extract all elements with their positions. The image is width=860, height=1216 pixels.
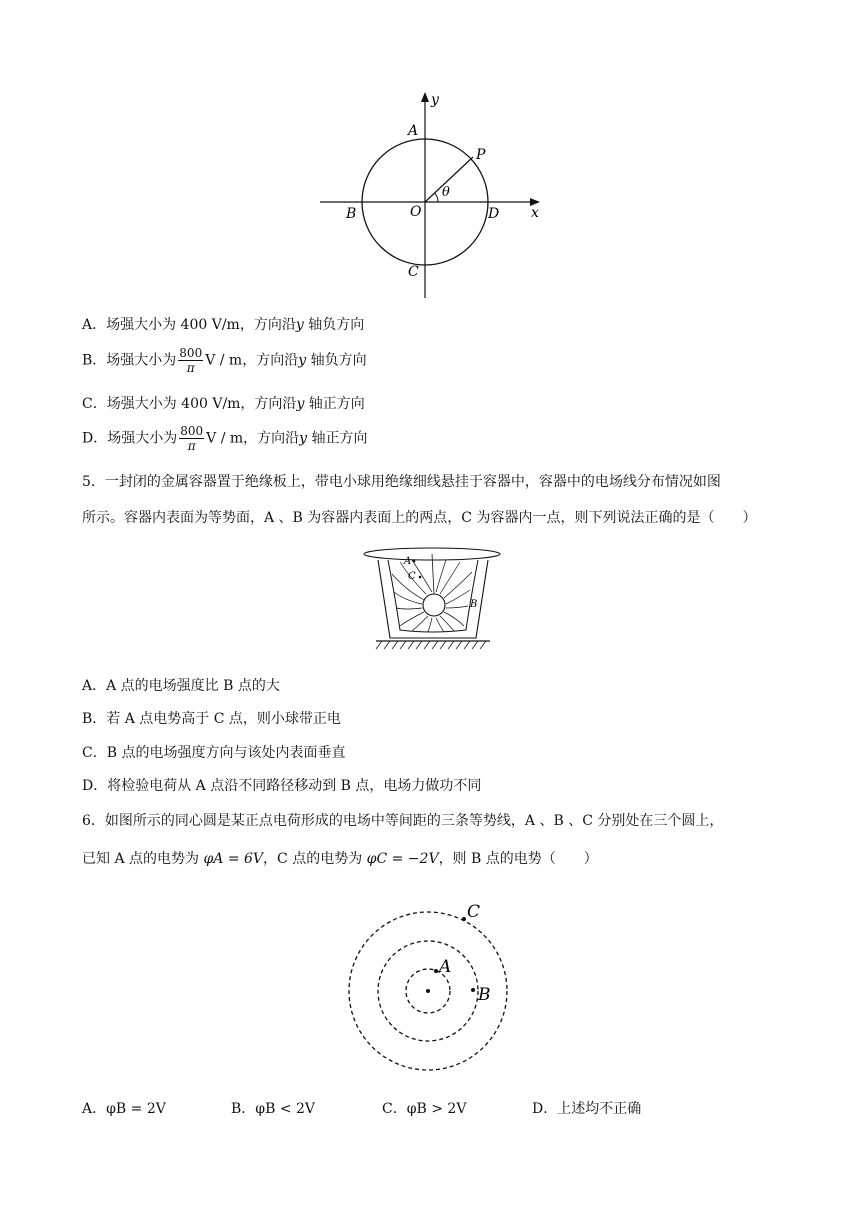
q4-option-d: D．场强大小为 $\frac{800}{\pi}$ V / m，方向沿y 轴正方向 xyxy=(82,424,368,453)
q4-circle-axes-diagram xyxy=(300,80,560,305)
q5-label-b: B xyxy=(470,599,478,610)
q4-label-b: B xyxy=(346,206,357,222)
q4-label-y: y xyxy=(431,92,439,108)
q4-label-theta: θ xyxy=(442,185,450,200)
q4-option-a: A．场强大小为 400 V/m，方向沿y 轴负方向 xyxy=(82,317,365,333)
q5-charged-ball xyxy=(423,594,445,616)
q6-label-a: A xyxy=(439,957,452,977)
q6-option-b: B．φB < 2V xyxy=(231,1101,316,1117)
q6-label-b: B xyxy=(478,985,491,1005)
q6-stem-line2: 已知 A 点的电势为 φA = 6V，C 点的电势为 φC = −2V，则 B 点的电势（ ） xyxy=(82,851,598,867)
q5-point-a xyxy=(413,560,416,563)
q6-label-c: C xyxy=(467,902,481,922)
q5-stem-line2: 所示。容器内表面为等势面，A 、B 为容器内表面上的两点，C 为容器内一点，则下列说法正确的是（ ） xyxy=(82,510,757,526)
q6-point-b xyxy=(471,988,475,992)
q6-point-charge xyxy=(426,989,430,993)
q4-label-a: A xyxy=(408,123,419,139)
q6-phi-c: φC = −2V xyxy=(366,851,439,867)
q6-concentric-circles-diagram xyxy=(340,896,520,1076)
q5-option-b: B．若 A 点电势高于 C 点，则小球带正电 xyxy=(82,711,341,727)
q5-label-a: A xyxy=(404,556,412,567)
q4-option-b: B．场强大小为 $\frac{800}{\pi}$ V / m，方向沿y 轴负方向 xyxy=(82,346,367,375)
q6-option-d: D．上述均不正确 xyxy=(532,1101,642,1117)
q4-y-arrow xyxy=(421,92,429,102)
q4-label-d: D xyxy=(488,206,500,222)
q5-container-diagram xyxy=(360,542,505,654)
q6-stem-line1: 6．如图所示的同心圆是某正点电荷形成的电场中等间距的三条等势线，A 、B 、C 分别处在三个圆上， xyxy=(82,813,724,829)
q6-phi-a: φA = 6V xyxy=(203,851,264,867)
q6-option-a: A．φB = 2V xyxy=(82,1101,166,1117)
q5-stem-line1: 5．一封闭的金属容器置于绝缘板上，带电小球用绝缘细线悬挂于容器中，容器中的电场线分布情况如图 xyxy=(82,474,721,490)
q4-label-p: P xyxy=(476,147,486,163)
q6-option-c: C．φB > 2V xyxy=(382,1101,467,1117)
q5-label-c: C xyxy=(408,571,416,582)
q6-point-c xyxy=(462,917,466,921)
q4-option-d-fraction: $\frac{800}{\pi}$ xyxy=(180,424,204,453)
q5-option-c: C．B 点的电场强度方向与该处内表面垂直 xyxy=(82,745,346,761)
q4-label-x: x xyxy=(531,205,539,221)
q4-theta-arc xyxy=(435,193,439,202)
q5-option-d: D．将检验电荷从 A 点沿不同路径移动到 B 点，电场力做功不同 xyxy=(82,778,482,794)
q4-label-o: O xyxy=(410,204,422,220)
q4-option-b-fraction: $\frac{800}{\pi}$ xyxy=(179,346,203,375)
q4-option-c: C．场强大小为 400 V/m，方向沿y 轴正方向 xyxy=(82,396,365,412)
q5-ground-hatch xyxy=(376,641,486,649)
q6-point-a xyxy=(434,969,438,973)
q5-option-a: A．A 点的电场强度比 B 点的大 xyxy=(82,678,280,694)
q4-label-c: C xyxy=(408,264,419,280)
q5-point-c xyxy=(419,576,422,579)
